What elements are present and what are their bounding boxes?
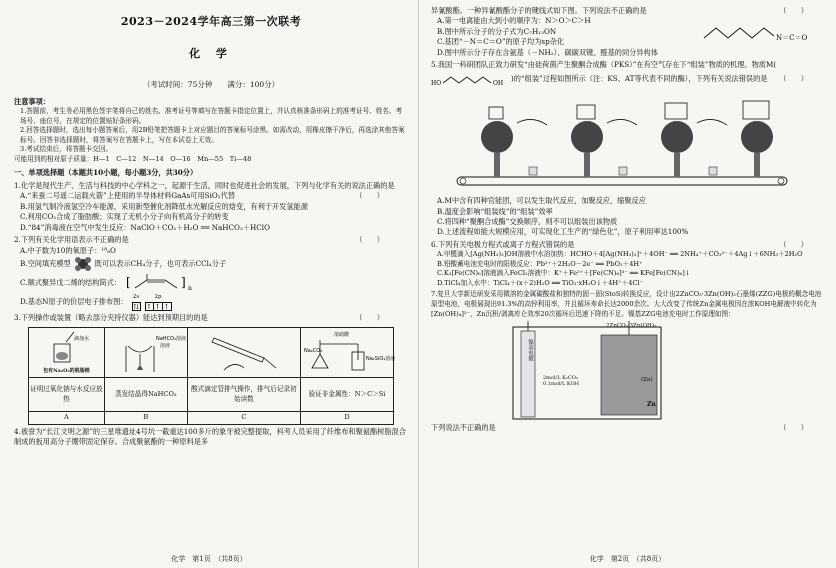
enzyme-cluster-icon	[661, 103, 693, 177]
isocyanate-skeletal-formula-icon	[696, 16, 826, 46]
question-3	[14, 313, 408, 425]
question-5	[431, 60, 826, 238]
battery-cell-icon	[501, 321, 761, 421]
page-right	[418, 0, 836, 568]
enzyme-cluster-icon	[481, 107, 513, 177]
exam-title: 2023－2024学年高三第一次联考	[120, 15, 302, 28]
gas-wash-bottles-icon	[302, 330, 396, 376]
q2-option-b-text: 既可以表示CH₄分子，也可表示CCl₄分子	[94, 258, 227, 268]
q7-answer-paren: （ ）	[779, 423, 808, 433]
svg-text:n: n	[187, 284, 192, 292]
q2-option-d	[14, 294, 408, 311]
burette-icon	[204, 330, 284, 376]
atomic-masses: 可能用到的相对原子质量：H—1 C—12 N—14 O—16 Mn—55 Ti—48	[14, 154, 252, 163]
q2-option-a: A.中子数为10的氧原子：¹⁸₈O	[20, 245, 116, 255]
flask-water-icon	[36, 330, 96, 368]
q3-d-na2co3-label: Na₂CO₃	[303, 347, 323, 354]
q7-nickel-electrode-label: 镍基电极	[527, 339, 533, 362]
section-1-heading: 一、单项选择题（本题共10小题，每小题3分，共30分）	[14, 168, 198, 178]
question-2	[14, 235, 408, 311]
q6-stem: 6.下列有关电极方程式或离子方程式错误的是	[431, 239, 575, 249]
q3-d-na2sio3-label: Na₂SiO₃溶液	[365, 355, 396, 362]
q3-desc-a: 证明过氧化钠与水反应放热	[29, 378, 105, 412]
q4-answer-paren: （ ）	[779, 6, 808, 15]
q3-d-top-label: 浓硝酸	[333, 331, 349, 338]
q1-option-d: D.“84”消毒液在空气中发生反应：NaClO＋CO₂＋H₂O ══ NaHCO₃＋HClO	[20, 222, 270, 232]
q3-letter-a: A	[29, 412, 105, 425]
q7-zzg-label: 2ZnCO₃·3Zn(OH)₂	[606, 323, 657, 330]
q3-a-water-text: 滴加水	[74, 336, 90, 343]
q4-continued	[431, 6, 826, 16]
question-7	[431, 290, 826, 433]
exam-info: （考试时间：75分钟 满分：100分）	[142, 79, 280, 89]
q2-option-c-label: C.顺式聚异戊二烯的结构简式：	[20, 277, 121, 287]
q6-option-d: D.TiCl₄加入水中：TiCl₄＋(x＋2)H₂O ══ TiO₂·xH₂O↓＋4H⁺＋4Cl⁻	[437, 278, 644, 287]
q7-zn-label: Zn	[647, 401, 656, 409]
q1-option-b: B.用氢气制冷液氢空冷车能源，采用新型催化剂降低水光解反应的焓变，有利于开发氢能源	[20, 201, 308, 211]
q6-answer-paren: （ ）	[779, 239, 808, 249]
subject-title: 化 学	[189, 46, 233, 60]
question-1	[14, 181, 408, 233]
q5-option-c: C.将四种“聚酮合成酶”交换顺序，则不可以组装出该物质	[437, 216, 618, 226]
q2-option-b-label: B.空间填充模型	[20, 258, 71, 268]
q7-question: 下列说法不正确的是	[431, 423, 496, 433]
notice-2: 2.回答选择题时，选出每小题答案后，用2B铅笔把答题卡上对应题目的答案标号涂黑。如需改动，用橡皮擦干净后，再选涂其他答案标号。回答非选择题时，将答案写在答题卡上，写在本试卷上无效。	[20, 126, 405, 144]
evaporating-dish-icon	[106, 330, 186, 376]
page-footer-right: 化学 第2页 （共8页）	[589, 554, 666, 563]
q3-apparatus-d	[300, 328, 396, 378]
q4-isocyanate-group: N＝C＝O	[776, 34, 808, 43]
zzg-battery-diagram	[431, 321, 826, 421]
q7-electrolyte-label: 2mol/L K₂CO₃ 0.1mol/L KOH	[543, 375, 579, 388]
q5-answer-paren: （ ）	[779, 74, 808, 84]
q6-option-a: A.甲醛滴入[Ag(NH₃)₂]OH溶液中水浴加热：HCHO＋4[Ag(NH₃)₂]⁺＋4OH⁻ ══ 2NH₄⁺＋CO₃²⁻＋4Ag↓＋6NH₃＋2H₂O	[437, 250, 803, 259]
q3-desc-c: 酸式滴定管排气操作，排气后记录初始读数	[187, 378, 300, 412]
q2-option-c	[14, 272, 408, 294]
q6-option-b: B.铅酸蓄电池充电时的阳极反应：Pb²⁺＋2H₂O－2e⁻ ══ PbO₂＋4H⁺	[437, 259, 643, 268]
svg-text:[: [	[125, 274, 131, 289]
orbital-2p	[145, 294, 172, 311]
q3-experiment-table	[28, 327, 394, 425]
q4-option-a: A.第一电离能由大到小的顺序为：N＞O＞C＞H	[437, 16, 591, 26]
q3-desc-b: 蒸发结晶得NaHCO₃	[104, 378, 187, 412]
enzyme-cluster-icon	[571, 105, 603, 177]
q3-letter-b: B	[104, 412, 187, 425]
q3-apparatus-c	[187, 328, 300, 378]
compound-m-structure-icon	[431, 71, 511, 89]
q4-option-d: D.图中所示分子存在含氨基（－NH₂）、碳碳双键、醛基的同分异构体	[437, 47, 658, 57]
q7-stem: 7.复旦大学新近研发采用微溶的金属碳酸盐和独特的固－固(StoS)转换反应，设计出2ZnCO₃·3Zn(OH)₂石墨烯(ZZG)电极的概念电池原型电池，电极展现出91.3%的高锌利用率，并且循环寿命长达2000余次。大大改变了传统Zn金属电极因在浓KOH电解液中转化为[Zn(OH)₄]²⁻，Zn沉积/剥离库仑效率20次循环后迅速下降的不足。镍基ZZG电池充电时工作原理如图：	[431, 290, 822, 318]
q1-option-c: C.利用CO₂合成了脂肪酸；实现了无机小分子向有机高分子的转变	[20, 212, 229, 222]
q4-body	[431, 16, 826, 47]
question-4-start: 4.被誉为“长江文明之源”的三星堆遗址4号坑一截重达100多斤的象牙被完整提取，科考人员采用了纤维布和聚氨酯树脂混合制成的扳用高分子绷带固定保存。合成聚氨酯的一种原料是多	[14, 426, 406, 447]
q4-option-b: B.图中所示分子的分子式为C₇H₁₃ON	[437, 26, 557, 36]
q5-option-d: D.上述流程如能大规模应用，可实现化工生产的“绿色化”，原子利用率达100%	[437, 227, 689, 237]
polyisoprene-structure-icon	[125, 272, 195, 294]
question-6	[431, 240, 826, 289]
svg-text:]: ]	[180, 274, 186, 289]
notice-1: 1.答题前，考生务必用黑色签字笔将自己的姓名、准考证号等填写在答题卡指定位置上，并认真核准条形码上的准考证号、姓名、考场号、座位号，在规定的位置贴好条形码。	[20, 107, 403, 125]
q5-formula-oh: OH	[493, 79, 504, 87]
pks-assembly-line-diagram	[437, 93, 817, 193]
q1-option-a: A.“来蚕二号遥二运载火箭”上使用的半导体材料GaAs可用SiO₂代替	[20, 191, 236, 201]
orbital-2s	[132, 294, 141, 311]
q5-option-a: A.M中含有四种官能团，可以发生取代反应，加聚反应，缩聚反应	[437, 196, 646, 206]
q2-answer-paren: （ ）	[355, 235, 384, 245]
q1-answer-paren: （ ）	[355, 191, 384, 201]
q4-option-c: C.基团“－N＝C＝O”的原子均为sp杂化	[437, 37, 565, 47]
q3-stem: 3.下列操作或装置（略去部分夹持仪器）能达到预期目的的是	[14, 312, 208, 322]
q1-stem: 1.化学是现代生产、生活与科技的中心学科之一，起源于生活，同时也促进社会的发展，下列与化学有关的说法正确的是	[14, 180, 395, 190]
q3-letter-d: D	[300, 412, 393, 425]
q3-b-solution-label: NaHCO₃溶液	[155, 335, 186, 342]
orbital-2p-label: 2p	[154, 293, 162, 300]
q3-b-solution-text: 溶液	[159, 342, 170, 349]
orbital-box-icon: ↑	[146, 302, 152, 311]
q2-option-b	[14, 256, 408, 272]
q3-letter-c: C	[187, 412, 300, 425]
q5-formula-ho: HO	[431, 79, 442, 87]
q3-apparatus-a	[29, 328, 105, 378]
q4-cont-stem: 异氰酸酯。一种异氰酸酯分子的键线式如下图。下列说法不正确的是	[431, 6, 647, 15]
orbital-box-icon: ↑	[163, 302, 172, 311]
q2-option-d-label: D.基态N原子的价层电子排布图：	[20, 297, 128, 307]
q7-znco-label: (Zn)	[641, 377, 653, 384]
q3-answer-paren: （ ）	[355, 312, 384, 322]
q5-stem: 5.我国一科研团队正致力研发“由硅荷菌产生聚酮合成酶（PKS）”在有空气存在下“组装”物质的机理。物质M(	[431, 60, 777, 70]
q3-a-label: 包有Na₂O₂的脱脂棉	[43, 368, 90, 375]
q2-stem: 2.下列有关化学用语表示不正确的是	[14, 235, 129, 245]
enzyme-cluster-icon	[741, 101, 773, 177]
space-filling-model-icon	[74, 256, 92, 272]
q3-desc-d: 验证非金属性：N＞C＞Si	[300, 378, 393, 412]
q5-option-b: B.温度会影响“组装线”的“组装”效率	[437, 206, 553, 216]
notice-3: 3.考试结束后，将答题卡交回。	[20, 145, 113, 154]
q5-stem-mid: )的“组装”过程如图所示（注：KS、AT等代表不同的酶），下列有关说法错误的是	[511, 74, 768, 84]
notice-heading: 注意事项：	[14, 96, 50, 106]
q3-apparatus-b	[104, 328, 187, 378]
orbital-box-icon: ↑	[154, 302, 163, 311]
orbital-2s-label: 2s	[132, 293, 140, 300]
page-footer-left: 化学 第1页 （共8页）	[171, 554, 247, 563]
orbital-box-icon: ⇅	[133, 302, 139, 311]
q6-option-c: C.K₃[Fe(CN)₆]溶液滴入FeCl₂溶液中：K⁺＋Fe²⁺＋[Fe(CN)₆]³⁻ ══ KFe[Fe(CN)₆]↓	[437, 269, 691, 278]
